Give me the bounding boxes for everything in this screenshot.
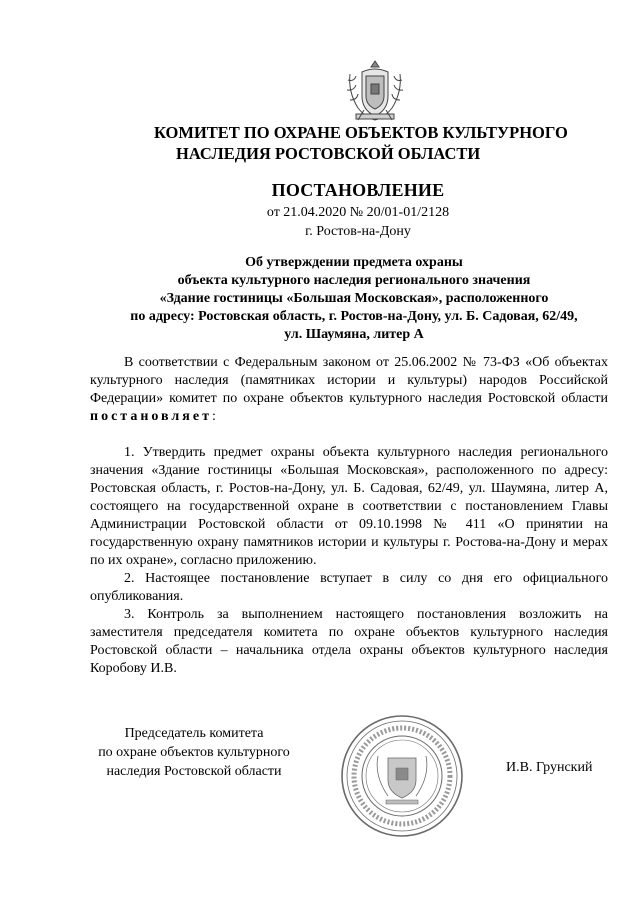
organization-name — [148, 122, 608, 164]
subject-line-4: по адресу: Ростовская область, г. Ростов-на-Дону, ул. Б. Садовая, 62/49, — [130, 309, 578, 324]
document-meta — [0, 203, 640, 241]
signatory-name: И.В. Грунский — [506, 760, 593, 775]
subject-line-2: объекта культурного наследия регионального значения — [177, 273, 531, 288]
subject-line-5: ул. Шаумяна, литер А — [284, 327, 424, 342]
org-line-2: НАСЛЕДИЯ РОСТОВСКОЙ ОБЛАСТИ — [176, 144, 481, 163]
preamble-text: В соответствии с Федеральным законом от 25.06.2002 № 73-ФЗ «Об объектах культурного наследия (памятниках истории и культуры) народов Российской Федерации» комитет по охране объектов культурного наследия Ростовской области — [90, 355, 608, 406]
subject-line-1: Об утверждении предмета охраны — [245, 255, 463, 270]
resolves-word: постановляет — [90, 409, 212, 424]
subject-line-3: «Здание гостиницы «Большая Московская», расположенного — [159, 291, 549, 306]
preamble-paragraph — [90, 354, 608, 426]
official-stamp-icon — [338, 712, 466, 840]
org-line-1: КОМИТЕТ ПО ОХРАНЕ ОБЪЕКТОВ КУЛЬТУРНОГО — [154, 123, 568, 142]
document-subject — [100, 254, 608, 344]
document-type: ПОСТАНОВЛЕНИЕ — [271, 180, 445, 200]
position-line-1: Председатель комитета — [124, 726, 264, 741]
position-line-2: по охране объектов культурного — [98, 745, 290, 760]
coat-of-arms-icon — [344, 58, 406, 124]
item-3: 3. Контроль за выполнением настоящего постановления возложить на заместителя председателя комитета по охране объектов культурного наследия Ростовской области – начальника отдела охраны объектов культурного наследия Коробову И.В. — [90, 607, 608, 676]
item-2: 2. Настоящее постановление вступает в силу со дня его официального опубликования. — [90, 571, 608, 604]
document-place: г. Ростов-на-Дону — [305, 224, 411, 239]
position-line-3: наследия Ростовской области — [106, 764, 282, 779]
document-date-number: от 21.04.2020 № 20/01-01/2128 — [266, 205, 450, 220]
item-1: 1. Утвердить предмет охраны объекта культурного наследия регионального значения «Здание гостиницы «Большая Московская», расположенного по адресу: Ростовская область, г. Ростов-на-Дону, ул. Б. Садовая, 62/49, ул. Шаумяна, литер А, состоящего на государственной охране в соответствии с постановлением Главы Администрации Ростовской области от 09.10.1998 № 411 «О принятии на государственную охрану памятников истории и культуры г. Ростова-на-Дону и мерах по их охране», согласно приложению. — [90, 445, 608, 568]
signatory-position — [85, 724, 303, 781]
resolves-punct: : — [211, 409, 216, 424]
paragraph-gap — [90, 426, 608, 444]
document-body — [90, 354, 608, 678]
